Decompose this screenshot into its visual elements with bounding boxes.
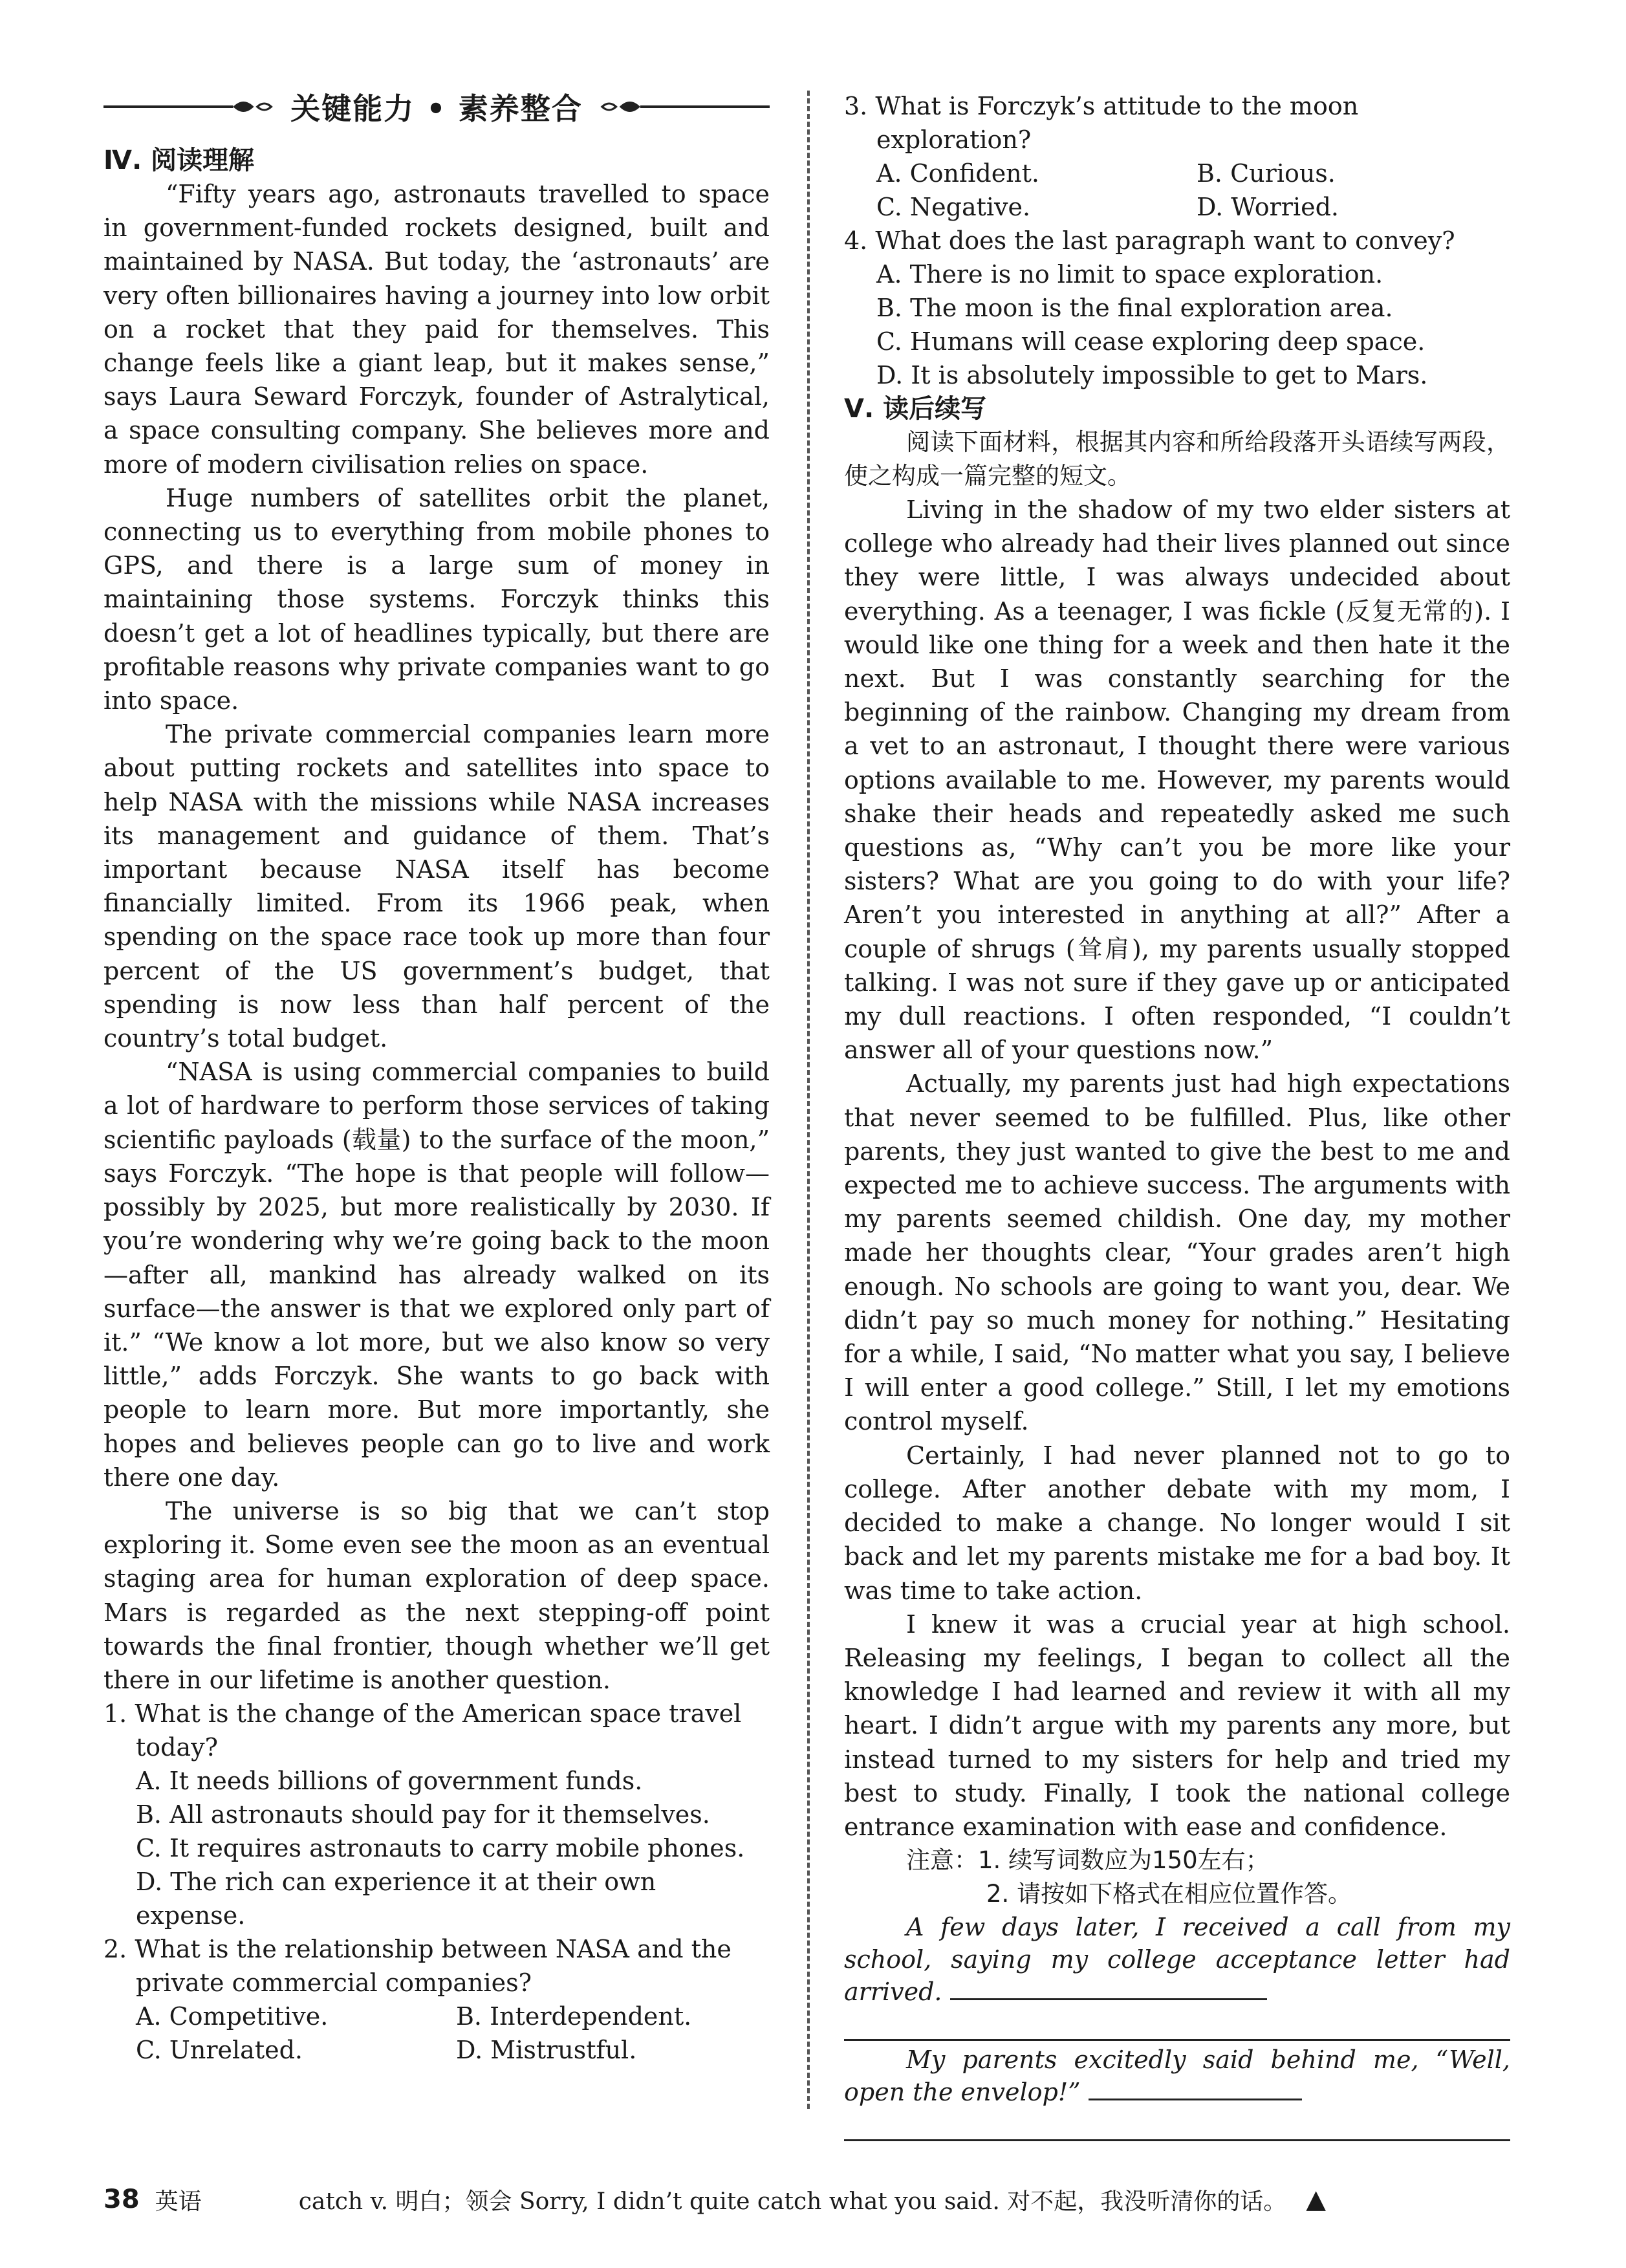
option[interactable]: D. Worried. [1197,193,1339,221]
question-1 [103,1697,770,1932]
option[interactable]: C. It requires astronauts to carry mobile phones. [136,1834,745,1863]
story-paragraph: Living in the shadow of my two elder sisters at college who already had their lives planned out since they were little, I was always undecided about everything. As a teenager, I was fickle (反复无常的). I would like one thing for a week and then hate it the next. But I was constantly searching for the beginning of the rainbow. Changing my dream from a vet to an astronaut, I thought there were various options available to me. However, my parents would shake their heads and repeatedly asked me such questions as, “Why can’t you be more like your sisters? What are you going to do with your life? Aren’t you interested in anything at all?” After a couple of shrugs (耸肩), my parents usually stopped talking. I was not sure if they gave up or anticipated my dull reactions. I often responded, “I couldn’t answer all of your questions now.” [844,496,1510,1065]
option[interactable]: A. There is no limit to space exploration. [876,260,1383,289]
option[interactable]: B. The moon is the final exploration area. [876,294,1393,322]
reading-paragraph: Huge numbers of satellites orbit the planet, connecting us to everything from mobile phones to GPS, and there is a large sum of money in maintaining those systems. Forczyk thinks this doesn’t get a lot of headlines typically, but there are profitable reasons why private companies want to go into space. [103,483,770,715]
note-line: 注意：1. 续写词数应为150左右； [906,1846,1270,1875]
banner-title: 关键能力 • 素养整合 [290,91,583,126]
option[interactable]: A. Competitive. [136,2002,329,2031]
page-footer [103,2180,1526,2219]
right-column [844,89,1510,2141]
option[interactable]: C. Negative. [876,193,1031,221]
question-stem: 2. What is the relationship between NASA and the private commercial companies? [103,1935,732,1998]
continuation-prompt-1 [844,1911,1510,2008]
notes [844,1844,1510,1911]
question-2 [103,1932,770,2067]
option[interactable]: D. The rich can experience it at their own expense. [136,1868,656,1930]
option[interactable]: B. All astronauts should pay for it themselves. [136,1800,710,1829]
question-3 [844,89,1510,224]
answer-line[interactable] [844,2108,1510,2141]
reading-paragraph: “NASA is using commercial companies to build a lot of hardware to perform those services of taking scientific payloads (载量) to the surface of the moon,” says Forczyk. “The hope is that people will follow—possibly by 2025, but more realistically by 2030. If you’re wondering why we’re going back to the moon—after all, mankind has already walked on its surface—the answer is that we explored only part of it.” “We know a lot more, but we also know so very little,” adds Forczyk. She wants to go back with people to learn more. But more importantly, she hopes and believes people can go to live and work there one day. [103,1058,770,1492]
question-stem: 4. What does the last paragraph want to convey? [844,226,1455,255]
vocab-tip: catch v. 明白；领会 Sorry, I didn’t quite catch what you said. 对不起，我没听清你的话。 [298,2188,1287,2215]
answer-line[interactable] [950,1998,1267,2000]
option[interactable]: C. Humans will cease exploring deep space. [876,327,1425,356]
question-stem: 1. What is the change of the American space travel today? [103,1699,742,1762]
answer-line[interactable] [1089,2099,1302,2100]
left-column [103,84,770,2067]
section-banner [103,84,770,129]
option-row [103,2000,770,2033]
writing-heading: Ⅴ. 读后续写 [844,394,987,424]
prompt-text: A few days later, I received a call from my school, saying my college acceptance letter had arrived. [844,1913,1510,2007]
option-row [103,2033,770,2067]
question-stem: 3. What is Forczyk’s attitude to the moon exploration? [844,92,1359,154]
option-row [844,157,1510,190]
option[interactable]: A. It needs billions of government funds. [136,1767,643,1796]
page-number: 38 [103,2185,140,2214]
option[interactable]: B. Interdependent. [456,2002,692,2031]
story-paragraph: I knew it was a crucial year at high school. Releasing my feelings, I began to collect all the knowledge I had learned and review it with all my heart. I didn’t argue with my parents any more, but instead turned to my sisters for help and tried my best to study. Finally, I took the national college entrance examination with ease and confidence. [844,1609,1510,1841]
prompt-text: My parents excitedly said behind me, “Well, open the envelop!” [844,2045,1510,2107]
option[interactable]: D. Mistrustful. [456,2036,637,2065]
question-4 [844,224,1510,392]
reading-paragraph: “Fifty years ago, astronauts travelled to space in government-funded rockets designed, built and maintained by NASA. But today, the ‘astronauts’ are very often billionaires having a journey into low orbit on a rocket that they paid for themselves. This change feels like a giant leap, but it makes sense,” says Laura Seward Forczyk, founder of Astralytical, a space consulting company. She believes more and more of modern civilisation relies on space. [103,180,770,479]
option[interactable]: C. Unrelated. [136,2036,303,2065]
writing-instruction: 阅读下面材料，根据其内容和所给段落开头语续写两段，使之构成一篇完整的短文。 [844,428,1510,490]
story-paragraph: Certainly, I had never planned not to go to college. After another debate with my mom, I decided to make a change. No longer would I sit back and let my parents mistake me for a bad boy. It was time to take action. [844,1441,1510,1605]
option-row [844,190,1510,224]
option[interactable]: B. Curious. [1197,159,1336,188]
continuation-prompt-2 [844,2044,1510,2108]
answer-line[interactable] [844,2008,1510,2041]
column-divider [807,91,810,2109]
option[interactable]: D. It is absolutely impossible to get to Mars. [876,361,1428,389]
reading-paragraph: The private commercial companies learn more about putting rockets and satellites into space to help NASA with the missions while NASA increases its management and guidance of them. That’s important because NASA itself has become financially limited. From its 1966 peak, when spending on the space race took up more than four percent of the US government’s budget, that spending is now less than half percent of the country’s total budget. [103,720,770,1053]
lamp-icon: ▲ [1306,2185,1326,2214]
story-paragraph: Actually, my parents just had high expectations that never seemed to be fulfilled. Plus, like other parents, they just wanted to give the best to me and expected me to achieve success. The arguments with my parents seemed childish. One day, my mother made her thoughts clear, “Your grades aren’t high enough. No schools are going to want you, dear. We didn’t pay so much money for nothing.” Hesitating for a while, I said, “No matter what you say, I believe I will enter a good college.” Still, I let my emotions control myself. [844,1069,1510,1436]
subject-label: 英语 [155,2188,202,2215]
ornament-left-icon [103,94,276,120]
reading-paragraph: The universe is so big that we can’t stop exploring it. Some even see the moon as an eventual staging area for human exploration of deep space. Mars is regarded as the next stepping-off point towards the final frontier, though whether we’ll get there in our lifetime is another question. [103,1496,770,1694]
note-line: 2. 请按如下格式在相应位置作答。 [986,1880,1352,1908]
option[interactable]: A. Confident. [876,159,1040,188]
reading-heading: Ⅳ. 阅读理解 [103,146,255,175]
ornament-right-icon [597,94,770,120]
